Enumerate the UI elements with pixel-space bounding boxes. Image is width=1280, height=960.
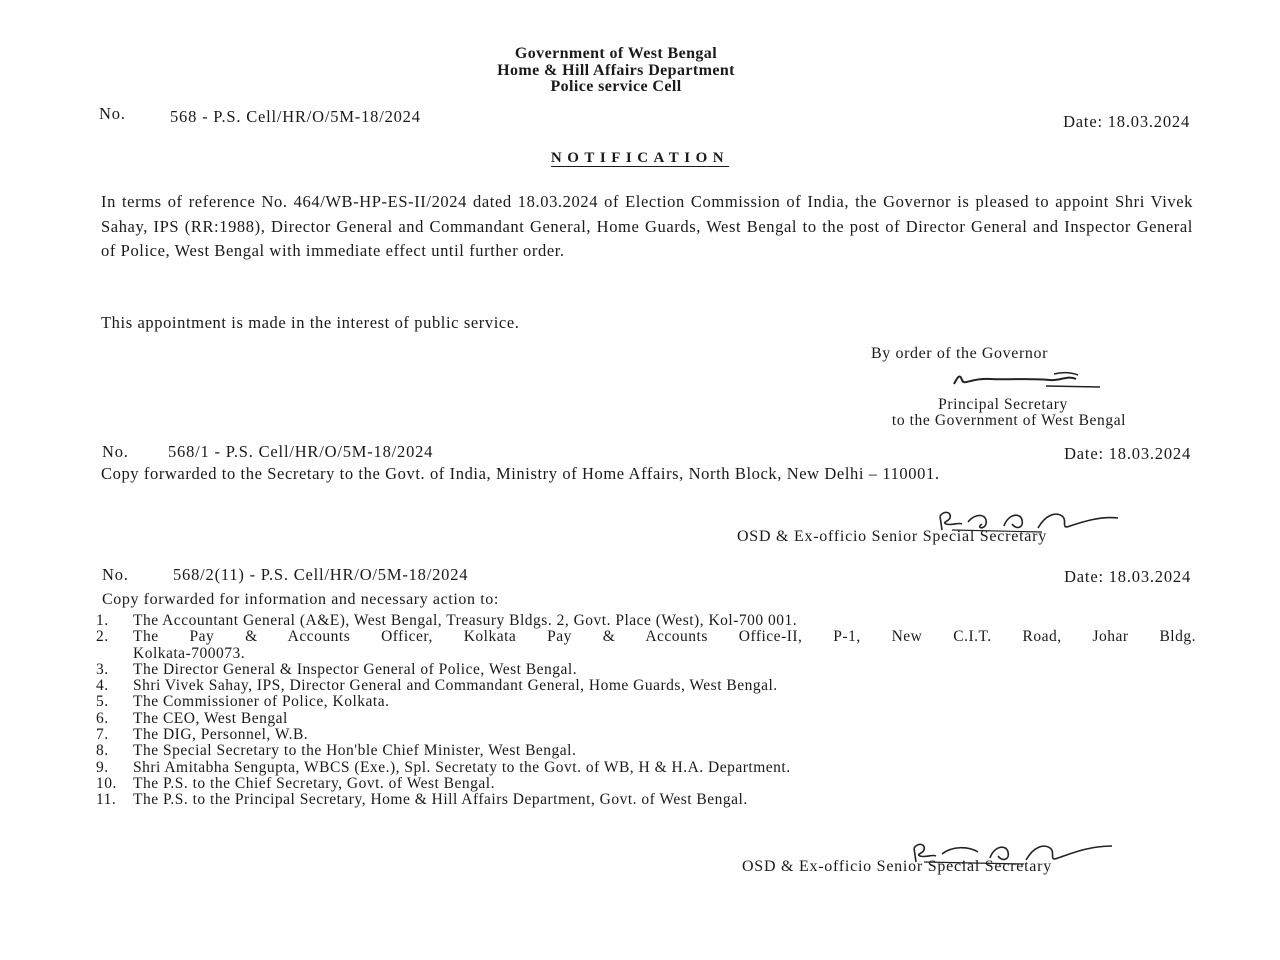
recipient-list	[96, 613, 1196, 809]
body-paragraph-2: This appointment is made in the interest of public service.	[101, 313, 520, 332]
list-item: 7. The DIG, Personnel, W.B.	[96, 726, 309, 744]
memo2-date: Date: 18.03.2024	[1064, 444, 1191, 463]
header-department: Home & Hill Affairs Department	[497, 62, 735, 79]
memo1-reference: 568 - P.S. Cell/HR/O/5M-18/2024	[170, 107, 421, 126]
list-item: 3. The Director General & Inspector General of Police, West Bengal.	[96, 660, 578, 678]
list-item: 6. The CEO, West Bengal	[96, 709, 288, 727]
memo2-signatory: OSD & Ex-officio Senior Special Secretary	[737, 528, 1047, 545]
list-item: 1. The Accountant General (A&E), West Bengal, Treasury Bldgs. 2, Govt. Place (West), Kol-700 001.	[96, 612, 798, 629]
memo3-signatory: OSD & Ex-officio Senior Special Secretary	[742, 858, 1052, 875]
signature-principal-secretary	[950, 366, 1110, 392]
memo2-reference: 568/1 - P.S. Cell/HR/O/5M-18/2024	[168, 442, 434, 461]
memo1-date: Date: 18.03.2024	[1063, 112, 1190, 131]
list-item: 10. The P.S. to the Chief Secretary, Govt. of West Bengal.	[96, 774, 495, 792]
list-item: 5. The Commissioner of Police, Kolkata.	[96, 693, 390, 711]
memo3-intro: Copy forwarded for information and necessary action to:	[102, 591, 499, 608]
list-item: 11. The P.S. to the Principal Secretary, Home & Hill Affairs Department, Govt. of West Bengal.	[96, 791, 748, 809]
principal-secretary-org: to the Government of West Bengal	[891, 412, 1127, 429]
by-order-text: By order of the Governor	[871, 345, 1049, 362]
memo3-reference: 568/2(11) - P.S. Cell/HR/O/5M-18/2024	[173, 565, 469, 584]
list-item: 2. The Pay & Accounts Officer, Kolkata Pay & Accounts Office-II, P-1, New C.I.T. Road, Johar Bldg. Kolkata-700073.	[96, 628, 1196, 662]
header-government: Government of West Bengal	[514, 45, 718, 62]
notification-title: NOTIFICATION	[550, 150, 730, 166]
principal-secretary-designation: Principal Secretary	[938, 396, 1068, 413]
list-item: 9. Shri Amitabha Sengupta, WBCS (Exe.), Spl. Secretaty to the Govt. of WB, H & H.A. Department.	[96, 758, 791, 776]
memo1-no-label: No.	[99, 104, 126, 123]
list-item: 4. Shri Vivek Sahay, IPS, Director General and Commandant General, Home Guards, West Bengal.	[96, 677, 778, 695]
memo2-no-label: No.	[102, 442, 129, 461]
list-item: 8. The Special Secretary to the Hon'ble Chief Minister, West Bengal.	[96, 742, 577, 760]
body-paragraph-1: In terms of reference No. 464/WB-HP-ES-II/2024 dated 18.03.2024 of Election Commission of India, the Governor is pleased to appoint Shri Vivek Sahay, IPS (RR:1988), Director General and Commandant General, Home Guards, West Bengal to the post of Director General and Inspector General of Police, West Bengal with immediate effect until further order.	[101, 192, 1193, 260]
memo3-no-label: No.	[102, 565, 129, 584]
memo3-date: Date: 18.03.2024	[1064, 567, 1191, 586]
memo2-copy-text: Copy forwarded to the Secretary to the Govt. of India, Ministry of Home Affairs, North Block, New Delhi – 110001.	[101, 464, 940, 483]
header-cell: Police service Cell	[550, 78, 682, 95]
